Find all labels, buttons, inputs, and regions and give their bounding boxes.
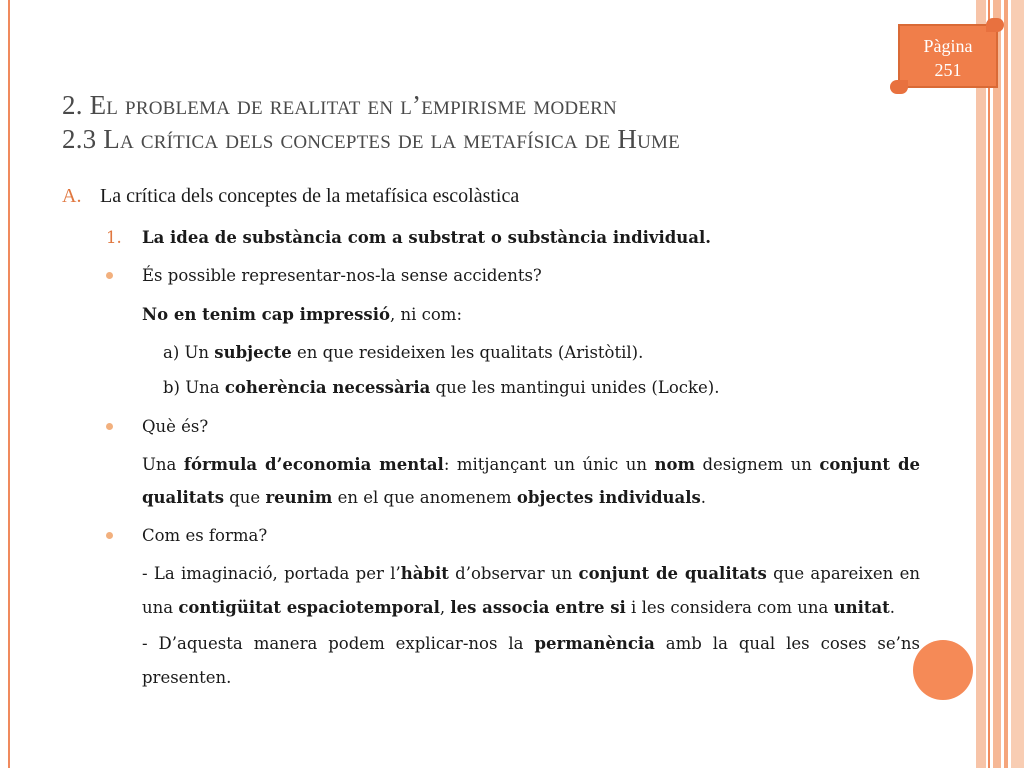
bold-text: fórmula d’economia mental bbox=[183, 455, 444, 474]
text: b) Una bbox=[163, 378, 225, 397]
text: amb la qual les coses se’ns bbox=[654, 634, 921, 653]
bold-text: No en tenim cap impressió bbox=[142, 305, 390, 324]
permanence-line-2: presenten. bbox=[142, 668, 232, 687]
bold-text: subjecte bbox=[214, 343, 292, 362]
sub-item-a bbox=[163, 342, 643, 364]
text: en el que anomenem bbox=[332, 488, 517, 507]
text: que bbox=[223, 488, 266, 507]
section-marker: A. bbox=[62, 185, 82, 207]
slide-title bbox=[62, 88, 680, 156]
bold-text: reunim bbox=[265, 488, 333, 507]
bold-text: contigüitat espaciotemporal bbox=[178, 598, 440, 617]
left-border-line bbox=[8, 0, 10, 768]
item-label: La idea de substància com a substrat o substància individual. bbox=[142, 228, 711, 247]
text: d’observar un bbox=[448, 564, 579, 583]
sub-item-b bbox=[163, 377, 719, 399]
title-line-1: 2. El problema de realitat en l’empirisme modern bbox=[62, 90, 617, 120]
section-label: La crítica dels conceptes de la metafísica escolàstica bbox=[100, 185, 520, 207]
decorative-circle bbox=[913, 640, 973, 700]
permanence-line-1 bbox=[142, 633, 920, 655]
section-heading bbox=[62, 185, 519, 208]
bold-text: nom bbox=[654, 455, 695, 474]
bullet-dot bbox=[106, 423, 113, 430]
bold-text: conjunt de qualitats bbox=[578, 564, 767, 583]
text: i les considera com una bbox=[625, 598, 834, 617]
bold-text: les associa entre si bbox=[450, 598, 626, 617]
text: - La imaginació, portada per l’ bbox=[142, 564, 401, 583]
text: , ni com: bbox=[389, 305, 463, 324]
text: que apareixen en bbox=[766, 564, 920, 583]
text: Una bbox=[142, 455, 184, 474]
text: a) Un bbox=[163, 343, 215, 362]
bullet-dot bbox=[106, 532, 113, 539]
bold-text: unitat bbox=[833, 598, 890, 617]
page-number-scroll-badge bbox=[898, 24, 998, 88]
text: , bbox=[439, 598, 451, 617]
text: - D’aquesta manera podem explicar-nos la bbox=[142, 634, 535, 653]
text: . bbox=[889, 598, 896, 617]
page-label: Pàgina bbox=[923, 36, 973, 56]
bold-text: permanència bbox=[534, 634, 655, 653]
numbered-item-1 bbox=[106, 227, 711, 249]
text: una bbox=[142, 598, 179, 617]
definition-line-2 bbox=[142, 487, 706, 509]
bold-text: conjunt de bbox=[819, 455, 920, 474]
bold-text: coherència necessària bbox=[224, 378, 431, 397]
text: en que resideixen les qualitats (Aristòtil). bbox=[291, 343, 644, 362]
text: designem un bbox=[694, 455, 820, 474]
bullet-question-1: És possible representar-nos-la sense accidents? bbox=[142, 266, 542, 285]
bold-text: hàbit bbox=[400, 564, 449, 583]
text: . bbox=[700, 488, 706, 507]
definition-line-1 bbox=[142, 454, 920, 476]
text: que les mantingui unides (Locke). bbox=[430, 378, 720, 397]
item-number: 1. bbox=[106, 228, 122, 247]
right-decorative-stripes bbox=[976, 0, 1024, 768]
formation-line-2 bbox=[142, 597, 895, 619]
text: : mitjançant un únic un bbox=[443, 455, 655, 474]
bold-text: objectes individuals bbox=[516, 488, 701, 507]
formation-line-1 bbox=[142, 563, 920, 585]
bullet-question-3: Com es forma? bbox=[142, 526, 268, 545]
paragraph-impression bbox=[142, 304, 462, 326]
page-number: 251 bbox=[934, 60, 962, 80]
bullet-dot bbox=[106, 272, 113, 279]
bullet-question-2: Què és? bbox=[142, 417, 209, 436]
title-line-2: 2.3 La crítica dels conceptes de la metafísica de Hume bbox=[62, 124, 680, 154]
bold-text: qualitats bbox=[142, 488, 224, 507]
